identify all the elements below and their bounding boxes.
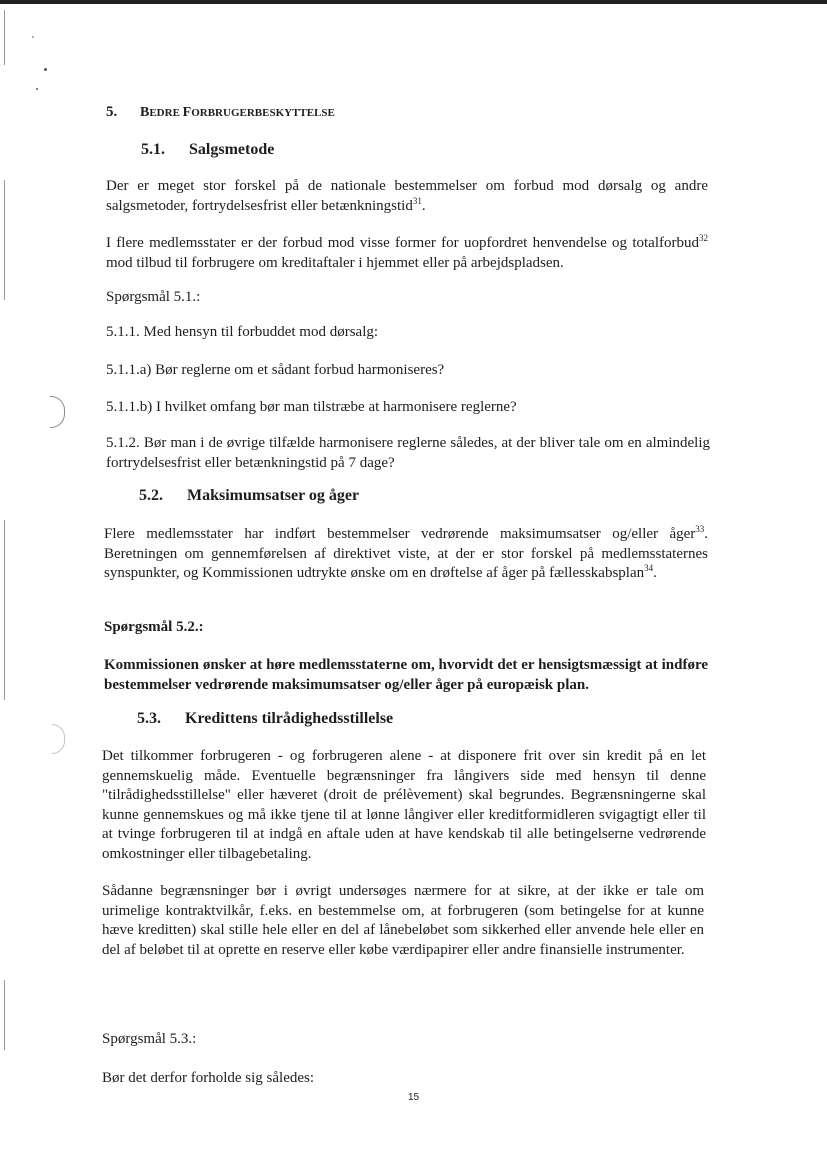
paragraph-text: Flere medlemsstater har indført bestemmelser vedrørende maksimumsatser og/eller åger xyxy=(104,526,696,542)
question-item: 5.1.2. Bør man i de øvrige tilfælde harmonisere reglerne således, at der bliver tale om en almindelig fortrydelsesfrist eller betænkningstid på 7 dage? xyxy=(106,435,710,471)
footnote-ref: 33 xyxy=(695,524,705,534)
punch-hole-mark xyxy=(52,724,65,754)
section-title-initial: F xyxy=(182,105,192,120)
paragraph xyxy=(104,525,708,584)
paragraph-text: . xyxy=(653,565,657,581)
question-text: Kommissionen ønsker at høre medlemsstaterne om, hvorvidt det er hensigtsmæssigt at indføre bestemmelser vedrørende maksimumsatser og/eller åger på europæisk plan. xyxy=(104,657,708,693)
page-number: 15 xyxy=(407,1092,420,1103)
subsection-number: 5.2. xyxy=(139,487,163,504)
paragraph xyxy=(106,177,708,216)
question-item: 5.1.1.a) Bør reglerne om et sådant forbud harmoniseres? xyxy=(106,362,445,378)
section-number: 5. xyxy=(106,104,118,120)
subsection-heading xyxy=(139,487,359,505)
scan-left-edge xyxy=(4,180,5,300)
punch-hole-mark xyxy=(50,396,65,428)
paragraph-text: . Beretningen om gennemførelsen af direktivet viste, at der er stor forskel på medlemsstaternes synspunkter, og Kommissionen udtrykte ønske om en drøftelse af åger på fællesskabsplan xyxy=(104,526,708,581)
question-label: Spørgsmål 5.2.: xyxy=(104,619,204,635)
scan-left-edge xyxy=(4,10,5,65)
subsection-number: 5.3. xyxy=(137,710,161,727)
subsection-number: 5.1. xyxy=(141,141,165,158)
paragraph-text: mod tilbud til forbrugere om kreditaftaler i hjemmet eller på arbejdspladsen. xyxy=(106,254,564,271)
paragraph-text: I flere medlemsstater er der forbud mod visse former for uopfordret henvendelse og totalforbud xyxy=(106,235,699,251)
scan-left-edge xyxy=(4,520,5,700)
section-title-part: ORBRUGERBESKYTTELSE xyxy=(191,107,335,119)
scan-left-edge xyxy=(4,980,5,1050)
subsection-title: Maksimumsatser og åger xyxy=(187,487,360,504)
section-heading xyxy=(106,104,335,121)
section-title-initial: B xyxy=(140,105,150,120)
scan-speck xyxy=(36,88,38,90)
subsection-heading xyxy=(137,710,393,728)
question-item: 5.1.1. Med hensyn til forbuddet mod dørsalg: xyxy=(106,324,379,340)
scan-speck xyxy=(44,68,47,71)
paragraph: Sådanne begrænsninger bør i øvrigt undersøges nærmere for at sikre, at der ikke er tale om urimelige kontraktvilkår, f.eks. en bestemmelse om, at forbrugeren (som betingelse for at kunne hæve kreditten) skal stille hele eller en del af lånebeløbet som sikkerhed eller anvende hele eller en del af beløbet til at oprette en reserve eller købe værdipapirer eller andre finansielle instrumenter. xyxy=(102,883,704,958)
paragraph: Det tilkommer forbrugeren - og forbrugeren alene - at disponere frit over sin kredit på en let gennemskuelig måde. Eventuelle begrænsninger fra långivers side med hensyn til denne "tilrådighedsstillelse" eller hæveret (droit de prélèvement) skal begrundes. Begrænsningerne skal kunne gennemskues og må ikke tjene til at lønne långiver eller kreditformidleren svigagtigt eller til at tvinge forbrugeren til at indgå en aftale uden at have kendskab til alle betingelserne vedrørende omkostninger eller tilbagebetaling. xyxy=(102,748,706,862)
question-label: Spørgsmål 5.1.: xyxy=(106,289,201,305)
paragraph xyxy=(106,234,708,273)
paragraph-text: . xyxy=(421,197,426,214)
subsection-title: Kredittens tilrådighedsstillelse xyxy=(185,710,394,727)
question-label: Spørgsmål 5.3.: xyxy=(102,1031,197,1047)
footnote-ref: 31 xyxy=(412,195,422,206)
scan-top-edge xyxy=(0,0,827,4)
subsection-heading xyxy=(141,141,274,159)
section-title-part: EDRE xyxy=(149,107,183,119)
paragraph-text: Der er meget stor forskel på de nationale bestemmelser om forbud mod dørsalg og andre salgsmetoder, fortrydelsesfrist eller betænkningstid xyxy=(106,178,708,214)
footnote-ref: 32 xyxy=(699,233,708,243)
footnote-ref: 34 xyxy=(644,563,654,573)
question-text: Bør det derfor forholde sig således: xyxy=(102,1070,315,1086)
scan-speck xyxy=(32,36,34,38)
question-item: 5.1.1.b) I hvilket omfang bør man tilstræbe at harmonisere reglerne? xyxy=(106,399,517,415)
subsection-title: Salgsmetode xyxy=(189,141,275,158)
